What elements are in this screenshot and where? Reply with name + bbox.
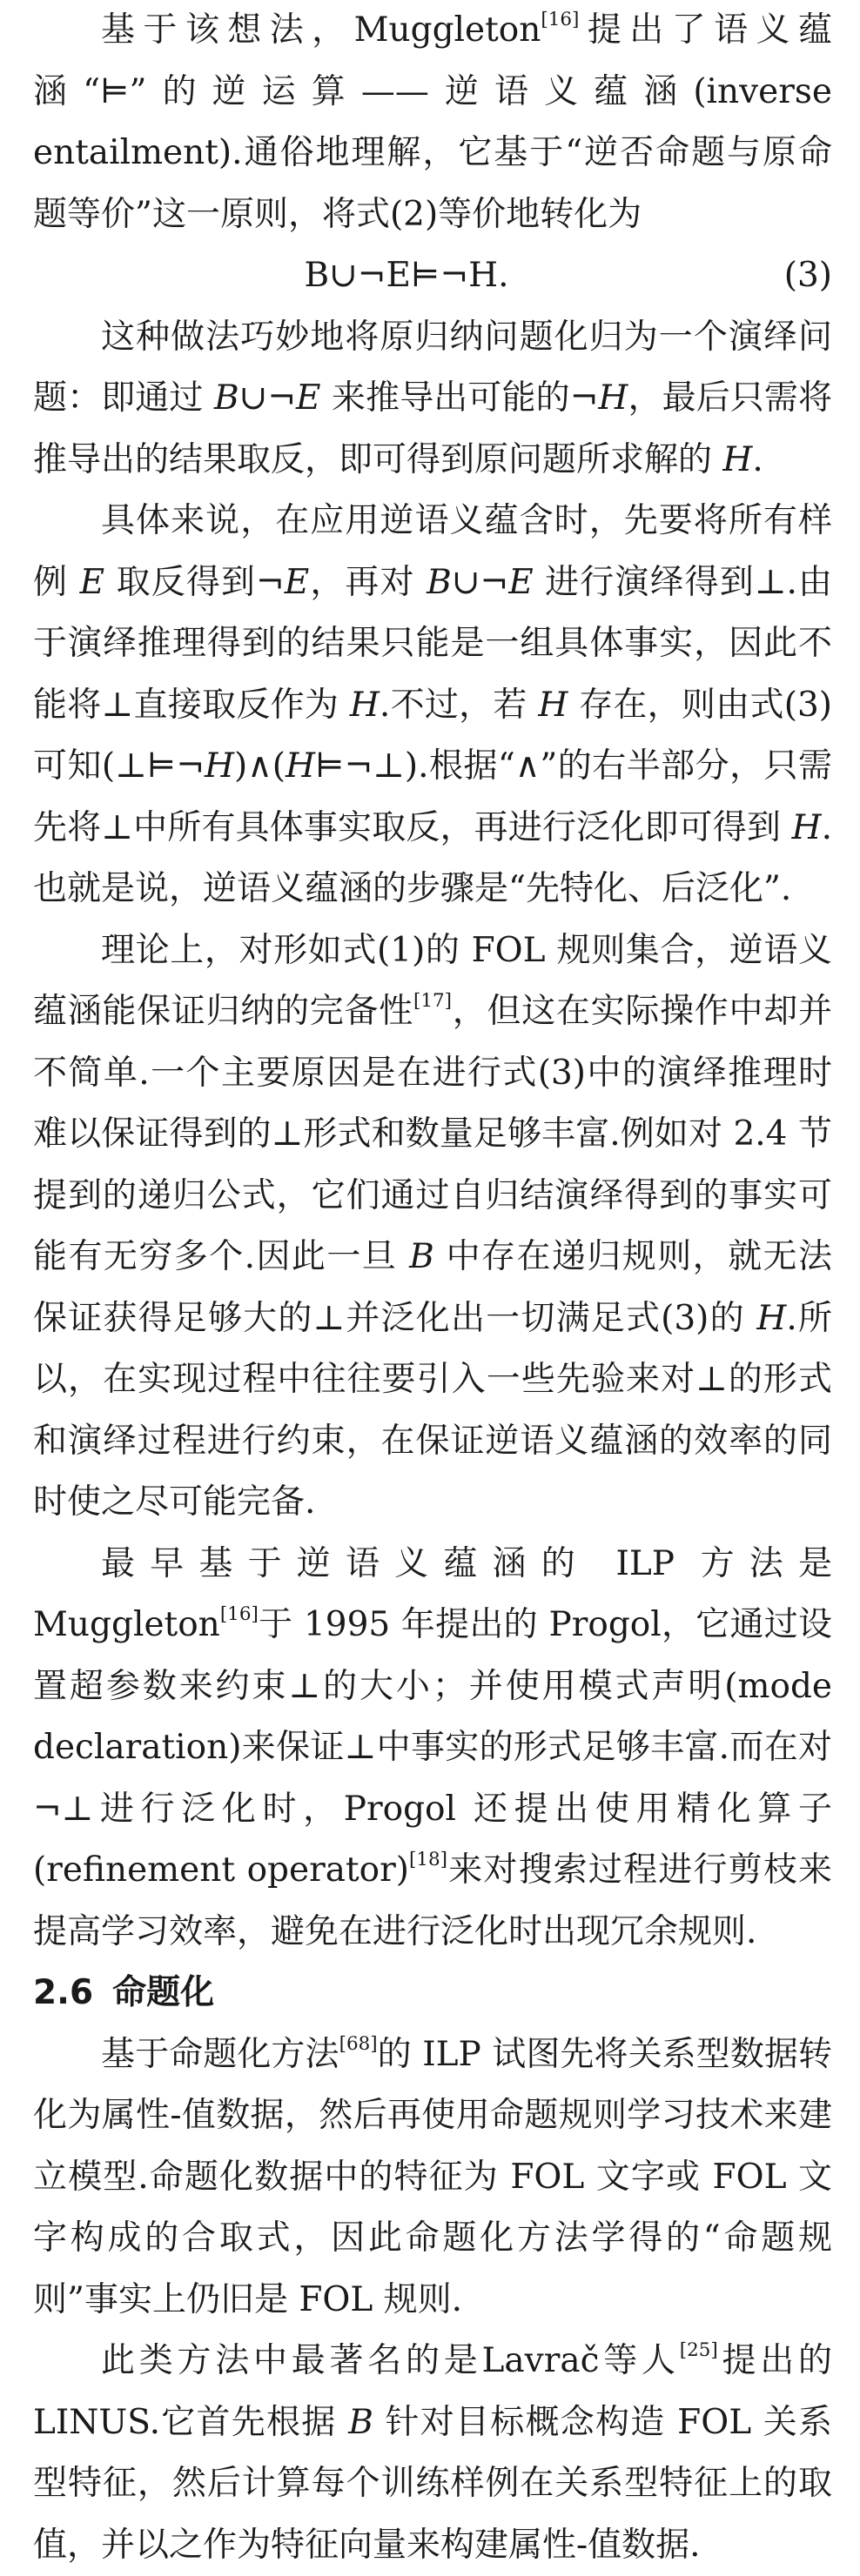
math-symbol: H bbox=[792, 808, 822, 847]
body-after-section bbox=[33, 2024, 832, 2576]
equation-expression: B∪¬E⊨¬H. bbox=[304, 256, 508, 295]
text-run: ⊨¬⊥).根据“∧”的右半部分，只需先将⊥中所有具体事实取反，再进行泛化即可得到 bbox=[33, 746, 832, 847]
citation-ref: [17] bbox=[413, 990, 452, 1012]
math-symbol: B bbox=[214, 378, 239, 418]
text-run: 于 1995 年提出的 Progol，它通过设置超参数来约束⊥的大小；并使用模式声明(mode declaration)来保证⊥中事实的形式足够丰富.而在对¬⊥进行泛化时，Progol 还提出使用精化算子(refinement operator) bbox=[33, 1605, 832, 1890]
text-run: .不过，若 bbox=[380, 686, 538, 725]
text-run: ，但这在实际操作中却并不简单.一个主要原因是在进行式(3)中的演绎推理时难以保证得到的⊥形式和数量足够丰富.例如对 2.4 节提到的递归公式，它们通过自归结演绎得到的事实可能有无穷多个.因此一旦 bbox=[33, 992, 832, 1276]
citation-ref: [68] bbox=[339, 2032, 378, 2054]
citation-ref: [25] bbox=[680, 2339, 718, 2361]
text-run: ∪¬ bbox=[239, 378, 296, 418]
math-symbol: H bbox=[598, 378, 628, 418]
paragraph-p3 bbox=[33, 491, 832, 920]
text-run: 的 ILP 试图先将关系型数据转化为属性-值数据，然后再使用命题规则学习技术来建立模型.命题化数据中的特征为 FOL 文字或 FOL 文字构成的合取式，因此命题化方法学得的“命题规则”事实上仍旧是 FOL 规则. bbox=[33, 2035, 832, 2319]
math-symbol: E bbox=[508, 563, 533, 602]
section-number: 2.6 bbox=[33, 1973, 93, 2012]
math-symbol: E bbox=[296, 378, 320, 418]
math-symbol: E bbox=[285, 563, 309, 602]
text-run: 针对目标概念构造 FOL 关系型特征，然后计算每个训练样例在关系型特征上的取值，并以之作为特征向量来构建属性-值数据. bbox=[33, 2403, 832, 2565]
text-run: 此类方法中最著名的是Lavrač等人 bbox=[101, 2341, 680, 2380]
paragraph-p1 bbox=[33, 0, 832, 245]
math-symbol: H bbox=[286, 746, 315, 786]
text-run: 进行演绎得到⊥.由于演绎推理得到的结果只能是一组具体事实，因此不能将⊥直接取反作为 bbox=[33, 563, 832, 725]
text-run: 这种做法巧妙地将原归纳问题化归为一个演绎问题：即通过 bbox=[33, 318, 832, 418]
text-run: ∪¬ bbox=[452, 563, 508, 602]
citation-ref: [18] bbox=[409, 1849, 447, 1870]
section-heading bbox=[33, 1963, 832, 2024]
text-run: ，最后只需将推导出的结果取反，即可得到原问题所求解的 bbox=[33, 378, 832, 479]
body-after-equation bbox=[33, 307, 832, 1964]
text-run: 来推导出可能的¬ bbox=[321, 378, 599, 418]
body-before-equation bbox=[33, 0, 832, 245]
paragraph-p4 bbox=[33, 920, 832, 1534]
math-symbol: B bbox=[348, 2403, 373, 2442]
text-run: 取反得到¬ bbox=[104, 563, 285, 602]
text-run: 最早基于逆语义蕴涵的 ILP 方法是 Muggleton bbox=[33, 1544, 832, 1645]
math-symbol: B bbox=[427, 563, 452, 602]
citation-ref: [16] bbox=[220, 1603, 259, 1625]
equation-number: (3) bbox=[784, 245, 832, 307]
math-symbol: H bbox=[205, 746, 234, 786]
equation-3 bbox=[33, 245, 832, 307]
text-run: .所以，在实现过程中往往要引入一些先验来对⊥的形式和演绎过程进行约束，在保证逆语义蕴涵的效率的同时使之尽可能完备. bbox=[33, 1299, 832, 1522]
citation-ref: [16] bbox=[541, 9, 579, 30]
text-run: . bbox=[752, 440, 763, 479]
math-symbol: H bbox=[722, 440, 752, 479]
math-symbol: H bbox=[756, 1299, 786, 1338]
math-symbol: E bbox=[80, 563, 104, 602]
paragraph-p7 bbox=[33, 2331, 832, 2576]
section-title: 命题化 bbox=[112, 1973, 214, 2012]
math-symbol: H bbox=[538, 686, 568, 725]
math-symbol: H bbox=[350, 686, 380, 725]
text-run: .也就是说，逆语义蕴涵的步骤是“先特化、后泛化”. bbox=[33, 808, 832, 909]
text-run: 存在，则由式(3)可知(⊥⊨¬ bbox=[33, 686, 832, 786]
text-run: )∧( bbox=[234, 746, 286, 786]
paragraph-p5 bbox=[33, 1534, 832, 1964]
text-run: 来对搜索过程进行剪枝来提高学习效率，避免在进行泛化时出现冗余规则. bbox=[33, 1850, 832, 1951]
paragraph-p2 bbox=[33, 307, 832, 492]
text-run: 基于该想法，Muggleton bbox=[101, 10, 541, 50]
text-run: 理论上，对形如式(1)的 FOL 规则集合，逆语义蕴涵能保证归纳的完备性 bbox=[33, 931, 832, 1032]
text-run: 基于命题化方法 bbox=[101, 2035, 339, 2074]
text-run: 中存在递归规则，就无法保证获得足够大的⊥并泛化出一切满足式(3)的 bbox=[33, 1237, 832, 1338]
text-run: 提出了语义蕴涵“⊨”的逆运算——逆语义蕴涵(inverse entailment).通俗地理解，它基于“逆否命题与原命题等价”这一原则，将式(2)等价地转化为 bbox=[33, 10, 832, 234]
math-symbol: B bbox=[409, 1237, 434, 1276]
text-run: 具体来说，在应用逆语义蕴含时，先要将所有样例 bbox=[33, 501, 832, 602]
paragraph-p6 bbox=[33, 2024, 832, 2332]
text-run: ，再对 bbox=[309, 563, 427, 602]
text-run: 提出的 LINUS.它首先根据 bbox=[33, 2341, 832, 2442]
